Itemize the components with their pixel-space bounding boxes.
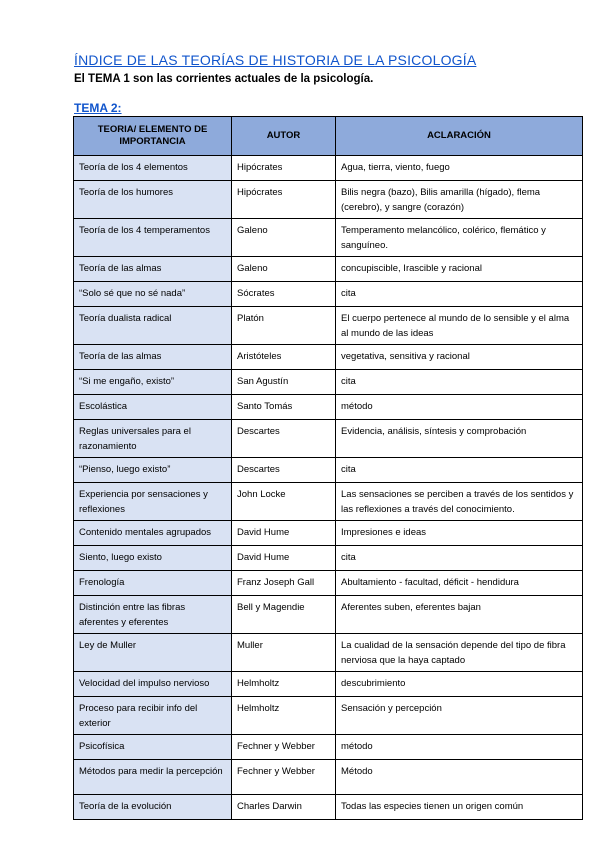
cell-author: Muller bbox=[232, 634, 336, 672]
cell-author: Aristóteles bbox=[232, 345, 336, 370]
cell-author: David Hume bbox=[232, 546, 336, 571]
cell-clarification: Impresiones e ideas bbox=[336, 521, 583, 546]
table-row bbox=[74, 596, 583, 634]
cell-author: Helmholtz bbox=[232, 697, 336, 735]
cell-clarification: concupiscible, Irascible y racional bbox=[336, 257, 583, 282]
cell-clarification: Abultamiento - facultad, déficit - hendidura bbox=[336, 571, 583, 596]
cell-theory: Psicofísica bbox=[74, 735, 232, 760]
header-author: AUTOR bbox=[232, 117, 336, 156]
header-theory: TEORIA/ ELEMENTO DE IMPORTANCIA bbox=[74, 117, 232, 156]
table-row bbox=[74, 219, 583, 257]
table-row bbox=[74, 156, 583, 181]
cell-clarification: La cualidad de la sensación depende del tipo de fibra nerviosa que la haya captado bbox=[336, 634, 583, 672]
cell-clarification: cita bbox=[336, 370, 583, 395]
cell-author: Helmholtz bbox=[232, 672, 336, 697]
document-title: ÍNDICE DE LAS TEORÍAS DE HISTORIA DE LA PSICOLOGÍA bbox=[74, 52, 477, 68]
cell-clarification: Bilis negra (bazo), Bilis amarilla (hígado), flema (cerebro), y sangre (corazón) bbox=[336, 181, 583, 219]
cell-author: David Hume bbox=[232, 521, 336, 546]
table-row bbox=[74, 257, 583, 282]
table-body bbox=[74, 156, 583, 820]
cell-clarification: Las sensaciones se perciben a través de los sentidos y las reflexiones a través del conocimiento. bbox=[336, 483, 583, 521]
table-header-row bbox=[74, 117, 583, 156]
table-row bbox=[74, 795, 583, 820]
cell-theory: Teoría de los humores bbox=[74, 181, 232, 219]
cell-theory: “Si me engaño, existo” bbox=[74, 370, 232, 395]
table-row bbox=[74, 634, 583, 672]
cell-theory: Distinción entre las fibras aferentes y eferentes bbox=[74, 596, 232, 634]
cell-clarification: Método bbox=[336, 760, 583, 795]
cell-clarification: descubrimiento bbox=[336, 672, 583, 697]
cell-theory: Teoría de la evolución bbox=[74, 795, 232, 820]
table-row bbox=[74, 420, 583, 458]
cell-theory: Contenido mentales agrupados bbox=[74, 521, 232, 546]
cell-theory: Métodos para medir la percepción bbox=[74, 760, 232, 795]
cell-clarification: método bbox=[336, 735, 583, 760]
cell-clarification: Temperamento melancólico, colérico, flemático y sanguíneo. bbox=[336, 219, 583, 257]
cell-theory: Teoría de los 4 elementos bbox=[74, 156, 232, 181]
cell-clarification: Sensación y percepción bbox=[336, 697, 583, 735]
cell-author: Hipócrates bbox=[232, 156, 336, 181]
cell-clarification: Todas las especies tienen un origen común bbox=[336, 795, 583, 820]
cell-author: San Agustín bbox=[232, 370, 336, 395]
cell-theory: “Pienso, luego existo” bbox=[74, 458, 232, 483]
cell-author: Descartes bbox=[232, 420, 336, 458]
cell-clarification: cita bbox=[336, 282, 583, 307]
cell-author: Galeno bbox=[232, 257, 336, 282]
cell-clarification: cita bbox=[336, 458, 583, 483]
cell-clarification: método bbox=[336, 395, 583, 420]
cell-theory: Teoría de las almas bbox=[74, 345, 232, 370]
cell-author: Descartes bbox=[232, 458, 336, 483]
cell-author: Bell y Magendie bbox=[232, 596, 336, 634]
cell-author: Charles Darwin bbox=[232, 795, 336, 820]
cell-author: Sócrates bbox=[232, 282, 336, 307]
table-row bbox=[74, 370, 583, 395]
table-row bbox=[74, 571, 583, 596]
cell-clarification: Aferentes suben, eferentes bajan bbox=[336, 596, 583, 634]
cell-author: Fechner y Webber bbox=[232, 735, 336, 760]
table-row bbox=[74, 395, 583, 420]
cell-clarification: El cuerpo pertenece al mundo de lo sensible y el alma al mundo de las ideas bbox=[336, 307, 583, 345]
cell-theory: Reglas universales para el razonamiento bbox=[74, 420, 232, 458]
cell-theory: Proceso para recibir info del exterior bbox=[74, 697, 232, 735]
table-row bbox=[74, 546, 583, 571]
table-row bbox=[74, 735, 583, 760]
table-row bbox=[74, 672, 583, 697]
cell-clarification: vegetativa, sensitiva y racional bbox=[336, 345, 583, 370]
cell-theory: Teoría de los 4 temperamentos bbox=[74, 219, 232, 257]
document-subtitle: El TEMA 1 son las corrientes actuales de la psicología. bbox=[74, 73, 374, 85]
cell-author: Galeno bbox=[232, 219, 336, 257]
cell-theory: Velocidad del impulso nervioso bbox=[74, 672, 232, 697]
header-clarification: ACLARACIÓN bbox=[336, 117, 583, 156]
table-row bbox=[74, 483, 583, 521]
table-row bbox=[74, 458, 583, 483]
table-row bbox=[74, 697, 583, 735]
table-row bbox=[74, 760, 583, 795]
cell-clarification: cita bbox=[336, 546, 583, 571]
cell-theory: Escolástica bbox=[74, 395, 232, 420]
cell-theory: “Solo sé que no sé nada” bbox=[74, 282, 232, 307]
cell-theory: Frenología bbox=[74, 571, 232, 596]
cell-author: Franz Joseph Gall bbox=[232, 571, 336, 596]
cell-author: Santo Tomás bbox=[232, 395, 336, 420]
table-row bbox=[74, 521, 583, 546]
section-heading: TEMA 2: bbox=[74, 101, 122, 115]
cell-clarification: Evidencia, análisis, síntesis y comprobación bbox=[336, 420, 583, 458]
cell-theory: Teoría de las almas bbox=[74, 257, 232, 282]
theories-table bbox=[73, 116, 583, 820]
cell-author: Platón bbox=[232, 307, 336, 345]
cell-author: Fechner y Webber bbox=[232, 760, 336, 795]
table-row bbox=[74, 282, 583, 307]
table-row bbox=[74, 181, 583, 219]
cell-theory: Siento, luego existo bbox=[74, 546, 232, 571]
cell-clarification: Agua, tierra, viento, fuego bbox=[336, 156, 583, 181]
table-row bbox=[74, 307, 583, 345]
cell-theory: Experiencia por sensaciones y reflexiones bbox=[74, 483, 232, 521]
cell-author: John Locke bbox=[232, 483, 336, 521]
cell-theory: Ley de Muller bbox=[74, 634, 232, 672]
cell-theory: Teoría dualista radical bbox=[74, 307, 232, 345]
table-row bbox=[74, 345, 583, 370]
cell-author: Hipócrates bbox=[232, 181, 336, 219]
